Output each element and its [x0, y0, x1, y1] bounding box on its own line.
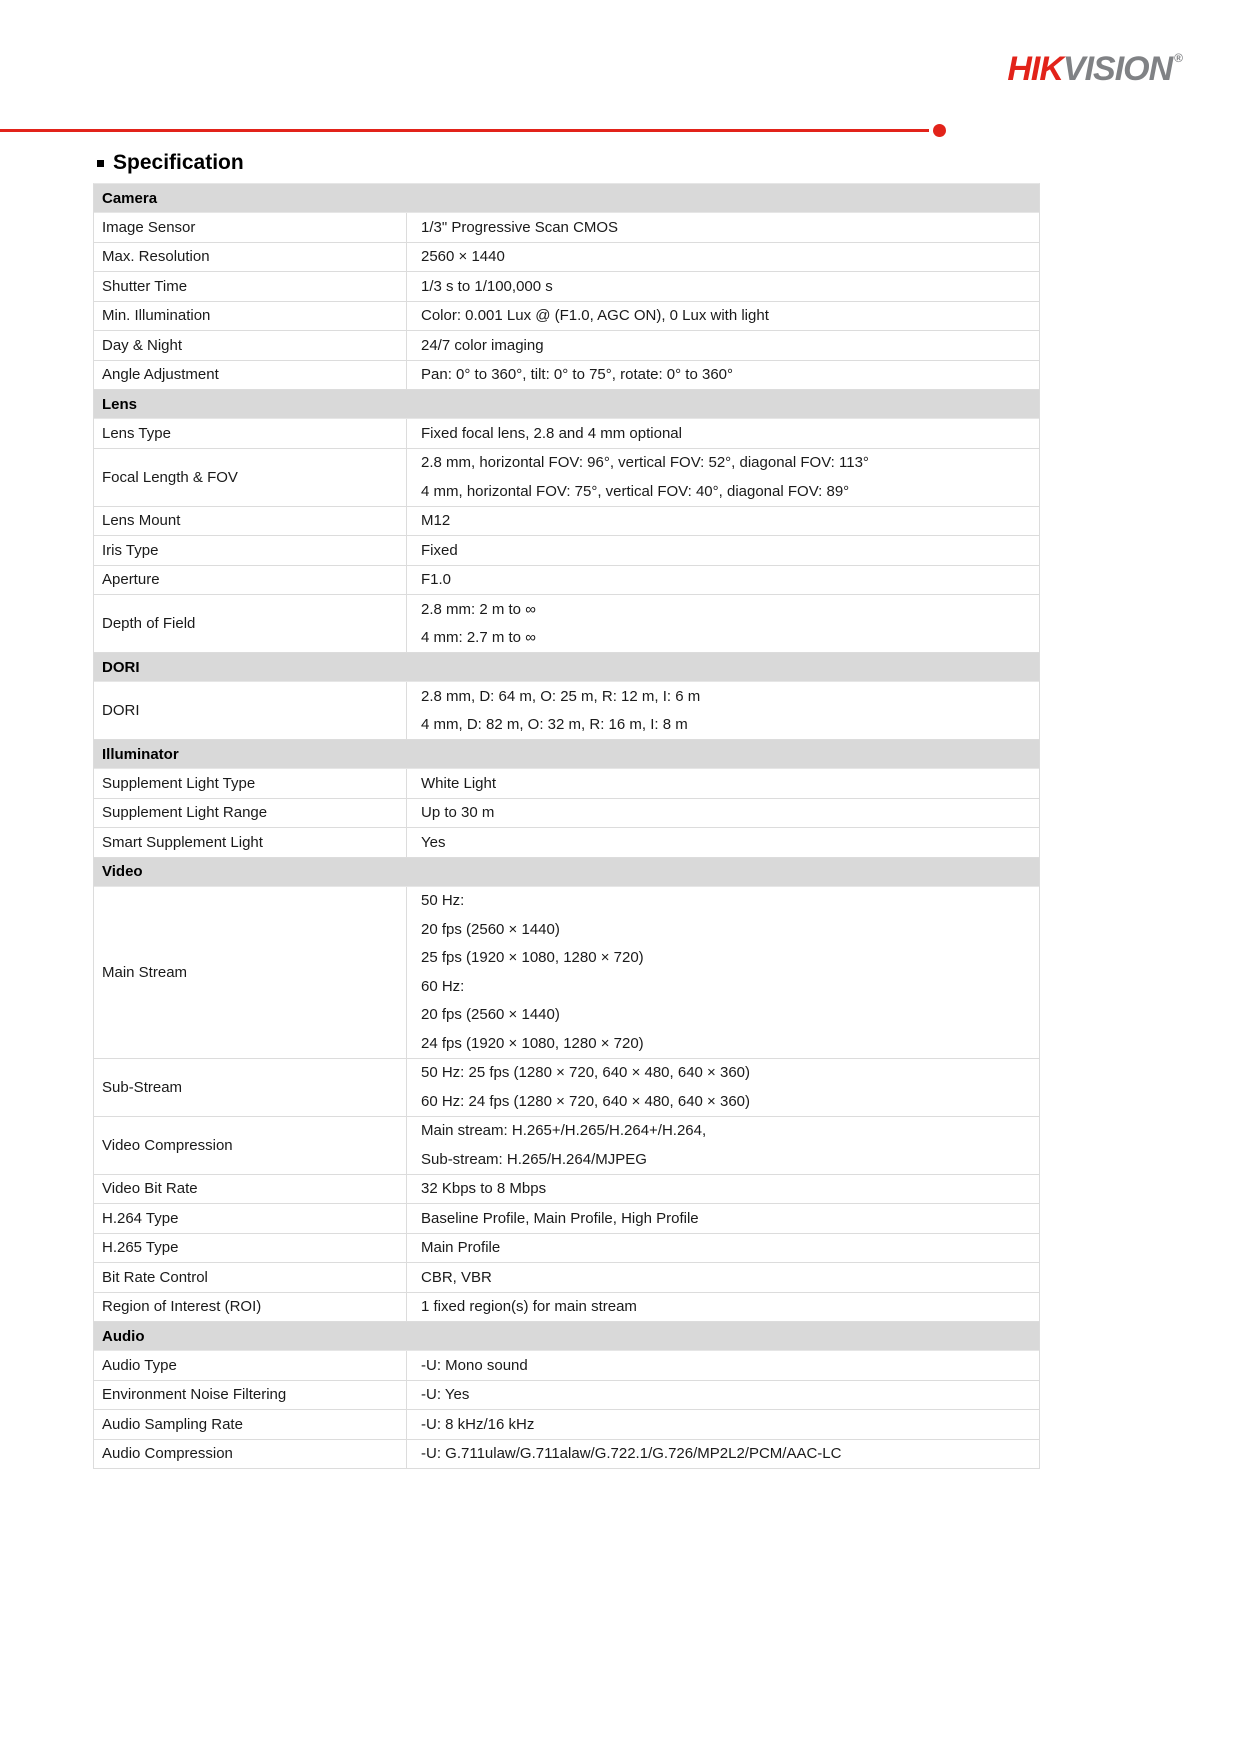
spec-label: H.264 Type: [94, 1204, 407, 1233]
spec-value: [407, 507, 1039, 536]
spec-value: [407, 887, 1039, 1058]
section-header-audio: Audio: [94, 1322, 1039, 1351]
spec-value-line: 60 Hz: 24 fps (1280 × 720, 640 × 480, 640 × 360): [421, 1092, 750, 1110]
header-divider-dot: [933, 124, 946, 137]
spec-value-line: Color: 0.001 Lux @ (F1.0, AGC ON), 0 Lux with light: [421, 307, 769, 325]
spec-value: [407, 1234, 1039, 1263]
spec-value-line: 1/3 s to 1/100,000 s: [421, 277, 553, 295]
spec-label: Sub-Stream: [94, 1059, 407, 1116]
section-header-illuminator: Illuminator: [94, 740, 1039, 769]
spec-value-line: -U: Yes: [421, 1386, 470, 1404]
page-title-text: Specification: [113, 151, 244, 174]
spec-value-line: M12: [421, 512, 451, 530]
spec-value-line: 60 Hz:: [421, 977, 465, 995]
spec-label: Angle Adjustment: [94, 361, 407, 390]
spec-value-line: Fixed: [421, 541, 458, 559]
spec-value-line: F1.0: [421, 571, 452, 589]
spec-row-day-night: [94, 331, 1039, 361]
spec-value: [407, 449, 1039, 506]
spec-value-line: 25 fps (1920 × 1080, 1280 × 720): [421, 949, 644, 967]
spec-label: Video Bit Rate: [94, 1175, 407, 1204]
spec-value: [407, 682, 1039, 739]
spec-row-video-bit-rate: [94, 1175, 1039, 1205]
spec-value-line: 4 mm, horizontal FOV: 75°, vertical FOV: 40°, diagonal FOV: 89°: [421, 482, 850, 500]
square-bullet-icon: [97, 160, 104, 167]
spec-label: H.265 Type: [94, 1234, 407, 1263]
spec-label: Day & Night: [94, 331, 407, 360]
spec-value-line: 20 fps (2560 × 1440): [421, 1006, 560, 1024]
spec-value: [407, 566, 1039, 595]
spec-row-dori: [94, 682, 1039, 740]
spec-label: Image Sensor: [94, 213, 407, 242]
spec-value: [407, 1175, 1039, 1204]
spec-label: Focal Length & FOV: [94, 449, 407, 506]
spec-value: [407, 1204, 1039, 1233]
spec-value: [407, 1117, 1039, 1174]
spec-row-environment-noise-filtering: [94, 1381, 1039, 1411]
spec-value-line: 24 fps (1920 × 1080, 1280 × 720): [421, 1034, 644, 1052]
spec-table: [93, 183, 1040, 1469]
spec-row-h-265-type: [94, 1234, 1039, 1264]
logo-vision-text: VISION: [1062, 50, 1173, 88]
page-title: [97, 151, 244, 175]
spec-row-h-264-type: [94, 1204, 1039, 1234]
spec-value-line: 4 mm: 2.7 m to ∞: [421, 629, 536, 647]
spec-value-line: Yes: [421, 833, 446, 851]
spec-row-lens-type: [94, 419, 1039, 449]
spec-row-supplement-light-range: [94, 799, 1039, 829]
logo-hik-text: HIK: [1007, 50, 1063, 88]
spec-value: [407, 213, 1039, 242]
spec-value: [407, 1381, 1039, 1410]
spec-value: [407, 1410, 1039, 1439]
spec-row-aperture: [94, 566, 1039, 596]
spec-row-region-of-interest-roi: [94, 1293, 1039, 1323]
spec-label: Min. Illumination: [94, 302, 407, 331]
spec-value-line: -U: 8 kHz/16 kHz: [421, 1415, 535, 1433]
spec-label: Lens Type: [94, 419, 407, 448]
section-header-video: Video: [94, 858, 1039, 887]
spec-value-line: CBR, VBR: [421, 1268, 492, 1286]
spec-value-line: Up to 30 m: [421, 804, 495, 822]
spec-value: [407, 272, 1039, 301]
spec-value-line: Baseline Profile, Main Profile, High Profile: [421, 1209, 699, 1227]
spec-value: [407, 331, 1039, 360]
spec-label: Supplement Light Type: [94, 769, 407, 798]
spec-value-line: 4 mm, D: 82 m, O: 32 m, R: 16 m, I: 8 m: [421, 716, 688, 734]
spec-label: Max. Resolution: [94, 243, 407, 272]
spec-row-lens-mount: [94, 507, 1039, 537]
spec-label: Region of Interest (ROI): [94, 1293, 407, 1322]
spec-value-line: -U: Mono sound: [421, 1356, 528, 1374]
spec-value: [407, 1263, 1039, 1292]
spec-value-line: 1 fixed region(s) for main stream: [421, 1298, 637, 1316]
spec-value-line: Sub-stream: H.265/H.264/MJPEG: [421, 1150, 647, 1168]
spec-row-depth-of-field: [94, 595, 1039, 653]
spec-value: [407, 1059, 1039, 1116]
spec-value-line: 50 Hz: 25 fps (1280 × 720, 640 × 480, 640 × 360): [421, 1064, 750, 1082]
spec-label: Aperture: [94, 566, 407, 595]
spec-row-sub-stream: [94, 1059, 1039, 1117]
spec-label: Iris Type: [94, 536, 407, 565]
spec-row-bit-rate-control: [94, 1263, 1039, 1293]
spec-value: [407, 1440, 1039, 1469]
spec-value-line: 1/3" Progressive Scan CMOS: [421, 218, 619, 236]
spec-label: Shutter Time: [94, 272, 407, 301]
spec-row-focal-length-fov: [94, 449, 1039, 507]
spec-label: Audio Compression: [94, 1440, 407, 1469]
spec-value: [407, 799, 1039, 828]
spec-label: Supplement Light Range: [94, 799, 407, 828]
hikvision-logo: [1007, 50, 1183, 89]
spec-row-max-resolution: [94, 243, 1039, 273]
spec-label: Smart Supplement Light: [94, 828, 407, 857]
spec-label: Audio Type: [94, 1351, 407, 1380]
spec-row-min-illumination: [94, 302, 1039, 332]
spec-label: Video Compression: [94, 1117, 407, 1174]
spec-row-supplement-light-type: [94, 769, 1039, 799]
spec-value: [407, 1293, 1039, 1322]
spec-value-line: 50 Hz:: [421, 892, 465, 910]
spec-value-line: 2.8 mm, horizontal FOV: 96°, vertical FOV: 52°, diagonal FOV: 113°: [421, 454, 869, 472]
spec-value: [407, 302, 1039, 331]
spec-value: [407, 361, 1039, 390]
spec-value-line: -U: G.711ulaw/G.711alaw/G.722.1/G.726/MP2L2/PCM/AAC-LC: [421, 1445, 842, 1463]
header-divider-line: [0, 129, 929, 132]
spec-value-line: 2560 × 1440: [421, 248, 505, 266]
spec-row-smart-supplement-light: [94, 828, 1039, 858]
spec-value: [407, 1351, 1039, 1380]
spec-value-line: White Light: [421, 774, 497, 792]
spec-label: Lens Mount: [94, 507, 407, 536]
spec-value-line: 2.8 mm, D: 64 m, O: 25 m, R: 12 m, I: 6 m: [421, 687, 701, 705]
spec-row-audio-sampling-rate: [94, 1410, 1039, 1440]
spec-row-video-compression: [94, 1117, 1039, 1175]
spec-value-line: 20 fps (2560 × 1440): [421, 920, 560, 938]
spec-row-image-sensor: [94, 213, 1039, 243]
spec-row-shutter-time: [94, 272, 1039, 302]
spec-value-line: Pan: 0° to 360°, tilt: 0° to 75°, rotate: 0° to 360°: [421, 366, 734, 384]
spec-value: [407, 769, 1039, 798]
spec-label: Environment Noise Filtering: [94, 1381, 407, 1410]
spec-label: Audio Sampling Rate: [94, 1410, 407, 1439]
spec-row-audio-compression: [94, 1440, 1039, 1470]
spec-value-line: Main Profile: [421, 1239, 501, 1257]
spec-value-line: Main stream: H.265+/H.265/H.264+/H.264,: [421, 1122, 707, 1140]
spec-value: [407, 595, 1039, 652]
spec-row-audio-type: [94, 1351, 1039, 1381]
spec-row-main-stream: [94, 887, 1039, 1059]
spec-value-line: Fixed focal lens, 2.8 and 4 mm optional: [421, 424, 682, 442]
spec-value-line: 2.8 mm: 2 m to ∞: [421, 600, 536, 618]
section-header-dori: DORI: [94, 653, 1039, 682]
spec-value: [407, 828, 1039, 857]
spec-row-iris-type: [94, 536, 1039, 566]
spec-label: Main Stream: [94, 887, 407, 1058]
spec-value: [407, 243, 1039, 272]
spec-value-line: 24/7 color imaging: [421, 336, 544, 354]
section-header-lens: Lens: [94, 390, 1039, 419]
spec-value: [407, 419, 1039, 448]
spec-label: DORI: [94, 682, 407, 739]
spec-label: Depth of Field: [94, 595, 407, 652]
registered-trademark-symbol: ®: [1174, 51, 1183, 65]
spec-value-line: 32 Kbps to 8 Mbps: [421, 1180, 547, 1198]
spec-label: Bit Rate Control: [94, 1263, 407, 1292]
spec-value: [407, 536, 1039, 565]
section-header-camera: Camera: [94, 184, 1039, 213]
spec-row-angle-adjustment: [94, 361, 1039, 391]
